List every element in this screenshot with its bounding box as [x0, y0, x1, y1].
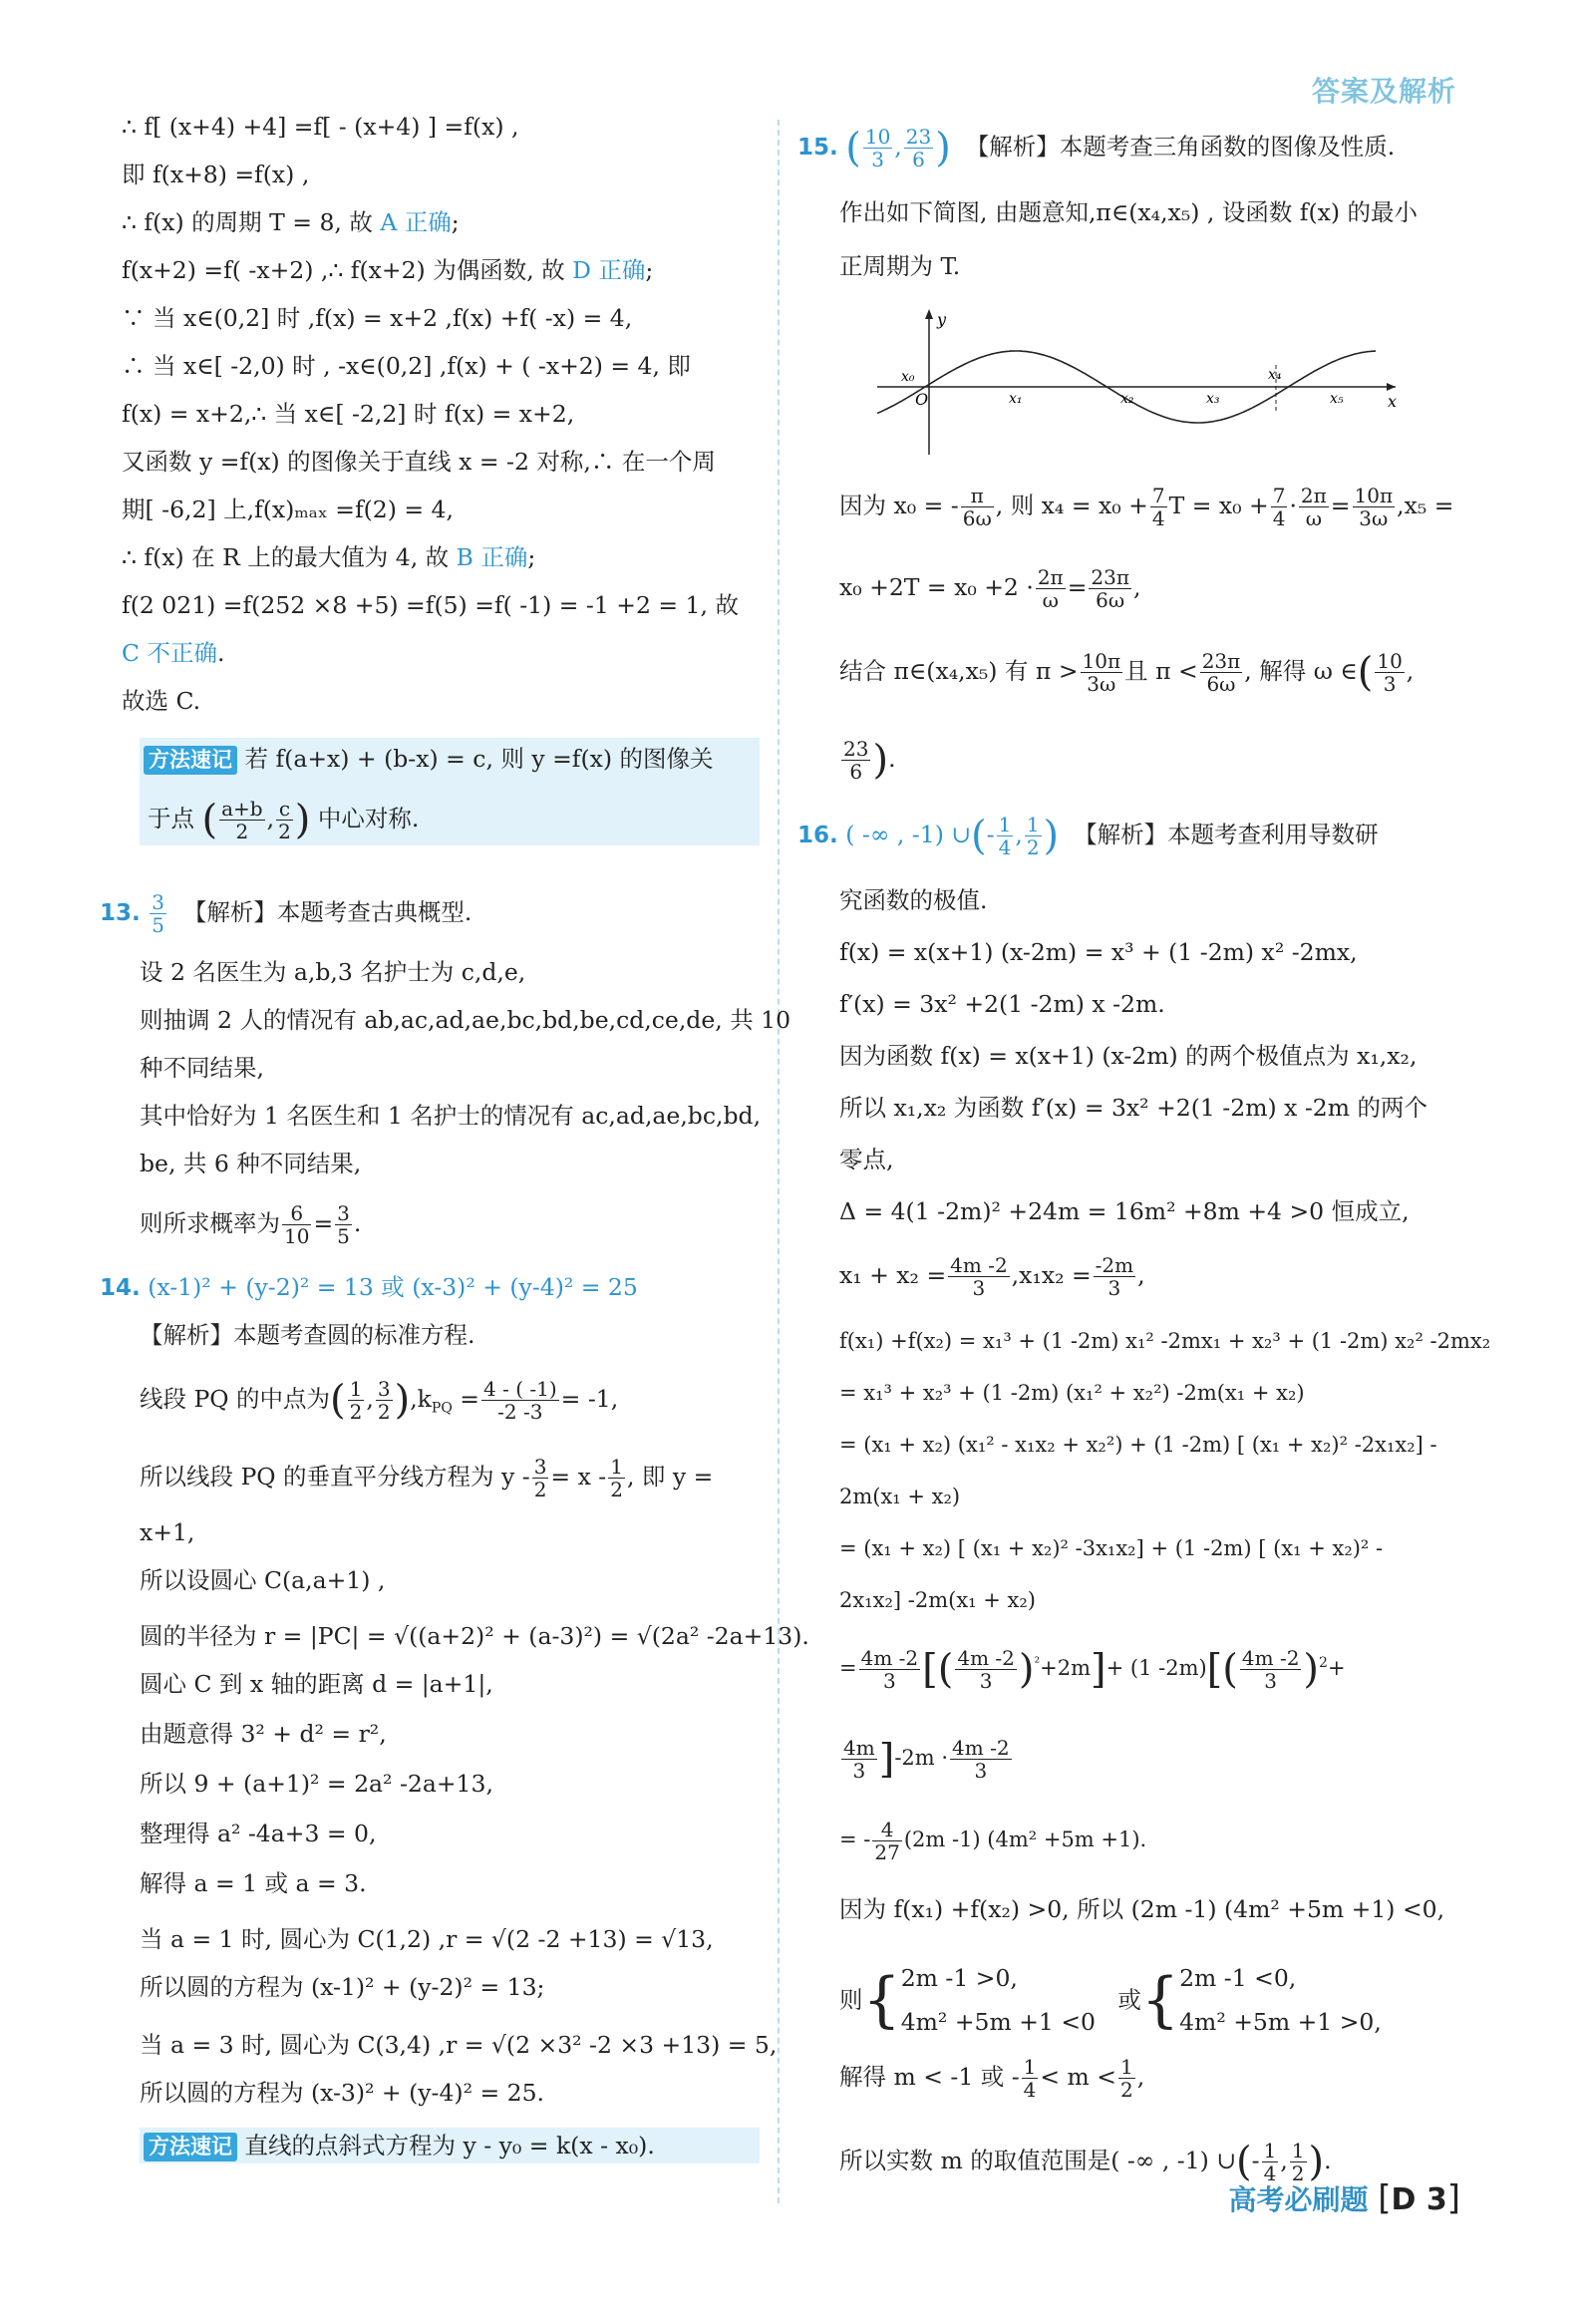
fraction: $\frac{c}{2}$: [278, 797, 291, 843]
tick-label-x5: x₅: [1330, 391, 1344, 407]
fraction: $\frac{a+b}{2}$: [221, 797, 263, 843]
text-line: = (x₁ + x₂) (x₁² - x₁x₂ + x₂²) + (1 -2m) [ (x₁ + x₂)² -2x₁x₂] -: [839, 1433, 1437, 1457]
text-line: 圆的半径为 r = |PC| = √((a+2)² + (a-3)²) = √(2a² -2a+13).: [140, 1622, 809, 1650]
text-line: 究函数的极值.: [839, 886, 988, 914]
text-line: 线段 PQ 的中点为( $\frac{1}{2}$ , $\frac{3}{2}$ )$,k_{PQ}$ = $\frac{4 - ( -1)}{-2 -3}$ = -1,: [140, 1377, 619, 1424]
text-line: 所以 x₁,x₂ 为函数 f′(x) = 3x² +2(1 -2m) x -2m 的两个: [839, 1094, 1427, 1122]
text-line: 故选 C.: [122, 687, 201, 715]
book-title: 高考必刷题: [1228, 2183, 1369, 2216]
tick-label-x2: x₂: [1120, 391, 1134, 407]
question-16-answer: 16. ( -∞ , -1) ∪(- $\frac{1}{4}$ , $\frac{1}{2}$ ) 【解析】本题考查利用导数研: [797, 813, 1379, 859]
highlight-line: C 不正确.: [122, 639, 225, 667]
highlight-text: D 正确: [572, 256, 646, 284]
text-line: f(x+2) =f( -x+2) ,∴ f(x+2) 为偶函数, 故 D 正确;: [122, 256, 654, 284]
text-line: x₀ +2T = x₀ +2 · $\frac{2\pi}{\omega}$ = $\frac{23\pi}{6\omega}$ ,: [839, 565, 1141, 612]
page-footer: 高考必刷题 [D 3]: [1228, 2178, 1460, 2218]
text-line: x+1,: [140, 1518, 195, 1546]
text-line: f(2 021) =f(252 ×8 +5) =f(5) =f( -1) = -1 +2 = 1, 故: [122, 591, 739, 619]
text-line: 则抽调 2 人的情况有 ab,ac,ad,ae,bc,bd,be,cd,ce,de, 共 10: [140, 1006, 791, 1034]
text-line: 正周期为 T.: [839, 252, 961, 280]
text-line: ∴ f[ (x+4) +4] =f[ - (x+4) ] =f(x) ,: [122, 113, 519, 141]
text-line: 作出如下简图, 由题意知,π∈(x₄,x₅) , 设函数 f(x) 的最小: [839, 198, 1419, 226]
text-line: 所以圆的方程为 (x-3)² + (y-4)² = 25.: [140, 2079, 545, 2107]
text-line: 当 a = 3 时, 圆心为 C(3,4) ,r = √(2 ×3² -2 ×3 +13) = 5,: [140, 2031, 778, 2059]
text-line: 所以线段 PQ 的垂直平分线方程为 y - $\frac{3}{2}$ = x - $\frac{1}{2}$ , 即 y =: [140, 1455, 714, 1501]
text-line: Δ = 4(1 -2m)² +24m = 16m² +8m +4 >0 恒成立,: [839, 1197, 1410, 1225]
origin-label: O: [915, 390, 929, 409]
axis-label-x: x: [1388, 392, 1398, 411]
text-line: 因为 f(x₁) +f(x₂) >0, 所以 (2m -1) (4m² +5m +1) <0,: [839, 1895, 1445, 1923]
text-line: = $\frac{4m -2}{3}$ [( $\frac{4m -2}{3}$ )$^{^2}$+2m]+ (1 -2m)[( $\frac{4m -2}{3}$ )$^2$+: [839, 1646, 1346, 1693]
question-13-answer: 13. $\frac{3}{5}$ 【解析】本题考查古典概型.: [100, 890, 473, 937]
x-axis-arrow: [1387, 383, 1396, 391]
method-tip-box: 方法速记 若 f(a+x) + (b-x) = c, 则 y =f(x) 的图像关 于点 ( $\frac{a+b}{2}$ , $\frac{c}{2}$ ) 中心对称.: [140, 738, 760, 845]
text-line: = - $\frac{4}{27}$ (2m -1) (4m² +5m +1).: [839, 1818, 1147, 1864]
text-line: ∴ f(x) 的周期 T = 8, 故 A 正确;: [122, 208, 460, 236]
text-line: 又函数 y =f(x) 的图像关于直线 x = -2 对称,∴ 在一个周: [122, 448, 716, 476]
text-line: 解得 a = 1 或 a = 3.: [140, 1869, 367, 1897]
question-15-answer: 15. ( $\frac{10}{3}$ , $\frac{23}{6}$ ) 【解析】本题考查三角函数的图像及性质.: [797, 125, 1396, 171]
text-line: be, 共 6 种不同结果,: [140, 1150, 362, 1177]
sine-graph: [877, 305, 1406, 455]
text-line: 结合 π∈(x₄,x₅) 有 π > $\frac{10\pi}{3\omega}$ 且 π < $\frac{23\pi}{6\omega}$ , 解得 ω ∈( $\frac{10}{3}$ ,: [839, 649, 1415, 696]
tip-label: 方法速记: [144, 746, 237, 775]
text-line: ∴ f(x) 在 R 上的最大值为 4, 故 B 正确;: [122, 543, 536, 571]
text-line: f′(x) = 3x² +2(1 -2m) x -2m.: [839, 990, 1165, 1018]
tick-label-x4: x₄: [1268, 367, 1282, 383]
text-line: $\frac{4m}{3}$ ]-2m · $\frac{4m -2}{3}$: [843, 1736, 1010, 1783]
text-line: f(x) = x+2,∴ 当 x∈[ -2,2] 时 f(x) = x+2,: [122, 400, 575, 428]
text-line: 由题意得 3² + d² = r²,: [140, 1720, 387, 1748]
answer-fraction: $\frac{3}{5}$: [152, 890, 164, 937]
text-line: 【解析】本题考查圆的标准方程.: [140, 1321, 475, 1349]
tick-label-x0: x₀: [901, 369, 915, 385]
text-line: 因为函数 f(x) = x(x+1) (x-2m) 的两个极值点为 x₁,x₂,: [839, 1042, 1418, 1070]
tick-label-x1: x₁: [1009, 391, 1023, 407]
text-line: 零点,: [839, 1146, 894, 1173]
question-14-answer: 14. (x-1)² + (y-2)² = 13 或 (x-3)² + (y-4)² = 25: [100, 1273, 638, 1301]
text-line: 期[ -6,2] 上,f(x)ₘₐₓ =f(2) = 4,: [122, 496, 454, 523]
method-tip-box: 方法速记 直线的点斜式方程为 y - y₀ = k(x - x₀).: [140, 2128, 760, 2163]
text-line: f(x₁) +f(x₂) = x₁³ + (1 -2m) x₁² -2mx₁ + x₂³ + (1 -2m) x₂² -2mx₂: [839, 1329, 1491, 1353]
text-line: 设 2 名医生为 a,b,3 名护士为 c,d,e,: [140, 958, 526, 986]
text-line: = x₁³ + x₂³ + (1 -2m) (x₁² + x₂²) -2m(x₁ + x₂): [839, 1381, 1305, 1405]
text-line: 即 f(x+8) =f(x) ,: [122, 161, 310, 188]
y-axis-arrow: [925, 309, 933, 319]
text-line: 所以 9 + (a+1)² = 2a² -2a+13,: [140, 1770, 493, 1798]
text-line: 因为 x₀ = - $\frac{\pi}{6\omega}$ , 则 x₄ = x₀ + $\frac{7}{4}$ T = x₀ + $\frac{7}{4}$ · $\frac{2\pi}{\omega}$ = $\frac{10\pi}{3\omega}$ ,x₅ =: [839, 484, 1454, 530]
text-line: 整理得 a² -4a+3 = 0,: [140, 1820, 377, 1847]
text-line: 解得 m < -1 或 - $\frac{1}{4}$ < m < $\frac{1}{2}$ ,: [839, 2055, 1145, 2102]
text-line: 所以圆的方程为 (x-1)² + (y-2)² = 13;: [140, 1973, 545, 2001]
text-line: $\frac{23}{6}$ ).: [843, 737, 896, 784]
text-line: ∵ 当 x∈(0,2] 时 ,f(x) = x+2 ,f(x) +f( -x) = 4,: [122, 304, 633, 332]
text-line: 圆心 C 到 x 轴的距离 d = |a+1|,: [140, 1670, 493, 1698]
text-line: 2x₁x₂] -2m(x₁ + x₂): [839, 1588, 1036, 1612]
text-line: 当 a = 1 时, 圆心为 C(1,2) ,r = √(2 -2 +13) = √13,: [140, 1925, 714, 1953]
axis-label-y: y: [937, 310, 947, 329]
column-divider: [778, 120, 780, 2203]
text-line: = (x₁ + x₂) [ (x₁ + x₂)² -3x₁x₂] + (1 -2m) [ (x₁ + x₂)² -: [839, 1536, 1384, 1560]
text-line: 所以设圆心 C(a,a+1) ,: [140, 1566, 386, 1594]
tick-label-x3: x₃: [1206, 391, 1220, 407]
page-number: D 3: [1391, 2182, 1447, 2217]
highlight-text: A 正确: [380, 208, 452, 236]
text-line: 所以实数 m 的取值范围是( -∞ , -1) ∪(- $\frac{1}{4}$ , $\frac{1}{2}$ ).: [839, 2139, 1332, 2185]
text-line: 2m(x₁ + x₂): [839, 1485, 961, 1508]
text-line: 则所求概率为 $\frac{6}{10}$ = $\frac{3}{5}$ .: [140, 1201, 362, 1248]
text-line: x₁ + x₂ = $\frac{4m -2}{3}$ ,x₁x₂ = $\frac{-2m}{3}$ ,: [839, 1253, 1145, 1300]
inequality-system: 则{ 2m -1 >0, 4m² +5m +1 <0 或{ 2m -1 <0, 4m² +5m +1 >0,: [839, 1964, 1382, 2036]
text-line: 种不同结果,: [140, 1054, 264, 1082]
tip-label: 方法速记: [144, 2133, 237, 2161]
text-line: f(x) = x(x+1) (x-2m) = x³ + (1 -2m) x² -2mx,: [839, 938, 1358, 966]
text-line: ∴ 当 x∈[ -2,0) 时 , -x∈(0,2] ,f(x) + ( -x+2) = 4, 即: [122, 352, 691, 380]
text-line: 其中恰好为 1 名医生和 1 名护士的情况有 ac,ad,ae,bc,bd,: [140, 1102, 762, 1130]
header-title: 答案及解析: [1311, 75, 1456, 108]
highlight-text: B 正确: [456, 543, 528, 571]
